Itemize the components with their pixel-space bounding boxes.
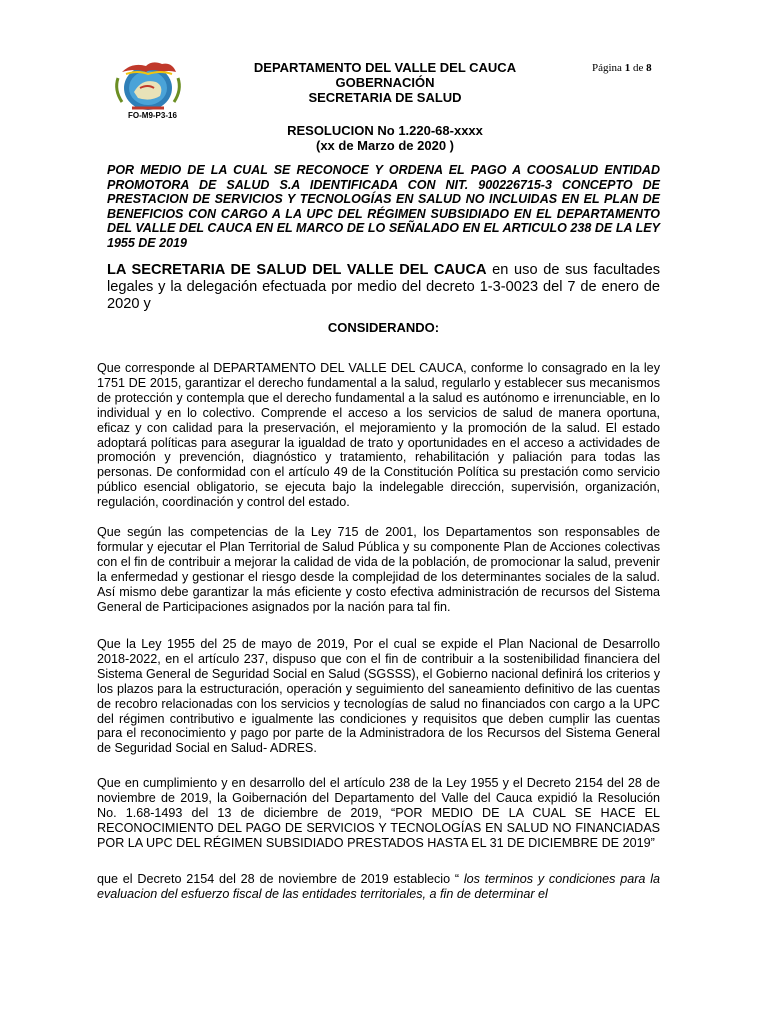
resolution-subject: POR MEDIO DE LA CUAL SE RECONOCE Y ORDENA EL PAGO A COOSALUD ENTIDAD PROMOTORA DE SALUD S.A IDENTIFICADA CON NIT. 900226715-3 CONCEPTO DE PRESTACION DE SERVICIOS Y TECNOLOGÍAS EN SALUD NO INCLUIDAS EN EL PLAN DE BENEFICIOS CON CARGO A LA UPC DEL RÉGIMEN SUBSIDIADO EN EL DEPARTAMENTO DEL VALLE DEL CAUCA EN EL MARCO DE LO SEÑALADO EN EL ARTICULO 238 DE LA LEY 1955 DE 2019 xyxy=(107,163,660,250)
authority-name: LA SECRETARIA DE SALUD DEL VALLE DEL CAUCA xyxy=(107,262,487,278)
considerando-heading: CONSIDERANDO: xyxy=(327,320,440,335)
header-secretariat: SECRETARIA DE SALUD xyxy=(308,90,462,105)
resolution-date: (xx de Marzo de 2020 ) xyxy=(316,138,454,153)
page-prefix: Página xyxy=(592,62,622,74)
page-current: 1 xyxy=(624,62,631,74)
resolution-number: RESOLUCION No 1.220-68-xxxx xyxy=(287,123,483,138)
authority-text: en uso de sus facultades legales y la delegación efectuada por medio del decreto 1-3-0023 del 7 de enero de 2020 y xyxy=(107,262,660,312)
authority-statement xyxy=(107,262,660,312)
paragraph-5-lead: que el Decreto 2154 del 28 de noviembre de 2019 establecio “ xyxy=(97,872,464,886)
form-code: FO-M9-P3-16 xyxy=(128,111,177,120)
page-of: de xyxy=(632,62,644,74)
paragraph-5 xyxy=(97,872,660,902)
header-governorship: GOBERNACIÓN xyxy=(335,75,435,90)
paragraph-1: Que corresponde al DEPARTAMENTO DEL VALLE DEL CAUCA, conforme lo consagrado en la ley 1751 DE 2015, garantizar el derecho fundamental a la salud, regularlo y establecer sus mecanismos de protección y contempla que el derecho fundamental a la salud es autónomo e irrenunciable, en lo individual y en lo colectivo. Comprende el acceso a los servicios de salud de manera oportuna, eficaz y con calidad para la preservación, el mejoramiento y la promoción de la salud. El estado adoptará políticas para asegurar la igualdad de trato y oportunidades en el acceso a actividades de promoción y prevención, diagnóstico y tratamiento, rehabilitación y paliación para todas las personas. De conformidad con el artículo 49 de la Constitución Política su prestación como servicio público esencial obligatorio, se ejecuta bajo la indelegable dirección, supervisión, organización, regulación, coordinación y control del estado. xyxy=(97,361,660,510)
document-header xyxy=(226,60,544,105)
header-department: DEPARTAMENTO DEL VALLE DEL CAUCA xyxy=(253,60,517,75)
paragraph-5-quote: los terminos y condiciones para la evaluacion del esfuerzo fiscal de las entidades territoriales, a fin de determinar el xyxy=(97,872,660,901)
page-total: 8 xyxy=(646,62,652,74)
paragraph-4: Que en cumplimiento y en desarrollo del el artículo 238 de la Ley 1955 y el Decreto 2154 del 28 de noviembre de 2019, la Goibernación del Departamento del Valle del Cauca expidió la Resolución No. 1.68-1493 del 13 de diciembre de 2019, “POR MEDIO DE LA CUAL SE HACE EL RECONOCIMIENTO DEL PAGO DE SERVICIOS Y TECNOLOGÍAS EN SALUD NO FINANCIADAS POR LA UPC DEL RÉGIMEN SUBSIDIADO PRESTADOS HASTA EL 31 DE DICIEMBRE DE 2019” xyxy=(97,776,660,850)
department-seal-logo xyxy=(112,58,184,114)
page-number xyxy=(592,62,652,74)
paragraph-2: Que según las competencias de la Ley 715 de 2001, los Departamentos son responsables de formular y ejecutar el Plan Territorial de Salud Pública y su componente Plan de Acciones colectivas con el fin de contribuir a mejorar la calidad de vida de la población, de promocionar la salud, prevenir la enfermedad y gestionar el riesgo desde la complejidad de los determinantes sociales de la salud. Así mismo debe garantizar la más eficiente y costo efectiva administración de recursos del Sistema General de Participaciones asignados por la nación para tal fin. xyxy=(97,525,660,614)
resolution-heading xyxy=(226,123,544,153)
paragraph-3: Que la Ley 1955 del 25 de mayo de 2019, Por el cual se expide el Plan Nacional de Desarrollo 2018-2022, en el artículo 237, dispuso que con el fin de contribuir a la sostenibilidad financiera del Sistema General de Seguridad Social en Salud (SGSSS), el Gobierno nacional definirá los criterios y los plazos para la estructuración, operación y seguimiento del saneamiento definitivo de las cuentas de recobro relacionadas con los servicios y tecnologías de salud no financiados con cargo a la UPC del régimen contributivo e igualmente las condiciones y requisitos que deben cumplir las cuentas para el reconocimiento y pago por parte de la Administradora de los Recursos del Sistema General de Seguridad Social en Salud- ADRES. xyxy=(97,637,660,756)
